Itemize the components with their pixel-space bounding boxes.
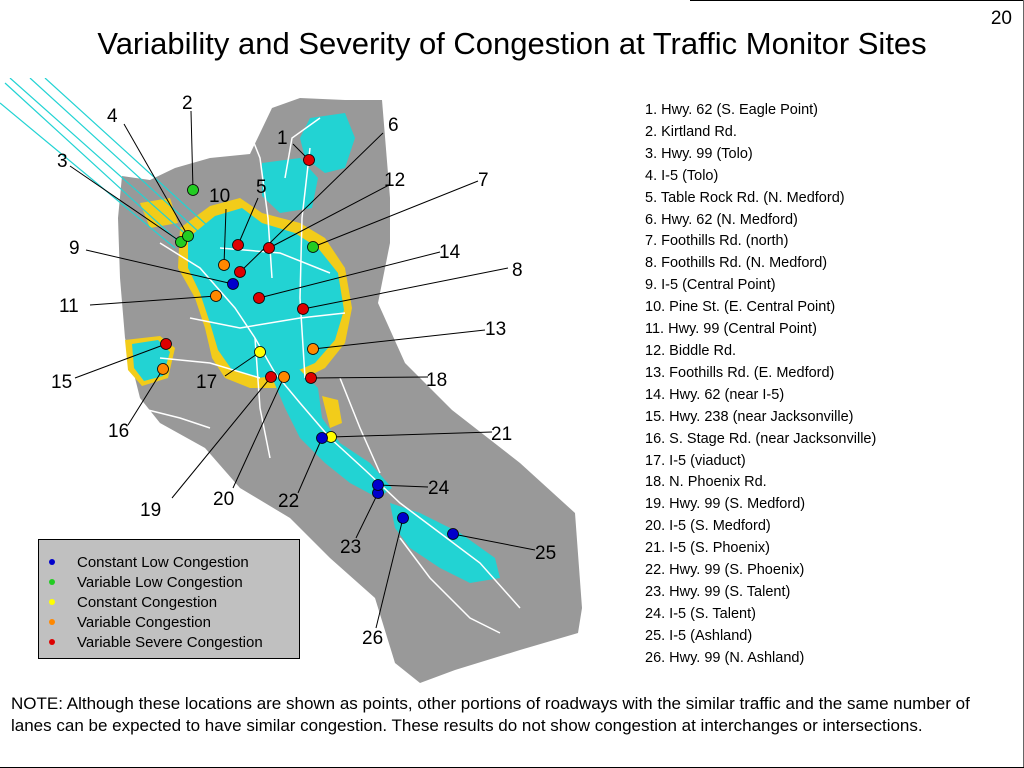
site-label-6: 6 [388,115,399,136]
site-label-19: 19 [140,500,162,521]
site-list-item: 8. Foothills Rd. (N. Medford) [645,255,828,272]
site-marker-19 [266,372,277,383]
site-marker-7 [308,242,319,253]
site-list-item: 16. S. Stage Rd. (near Jacksonville) [645,430,877,447]
slide-title: Variability and Severity of Congestion at Traffic Monitor Sites [97,26,927,61]
site-list-item: 17. I-5 (viaduct) [645,452,746,469]
site-list-item: 1. Hwy. 62 (S. Eagle Point) [645,102,819,118]
site-label-26: 26 [362,628,384,649]
site-label-9: 9 [69,238,80,259]
legend-dot-constant [49,599,55,605]
site-label-17: 17 [196,372,218,393]
site-list-item: 10. Pine St. (E. Central Point) [645,299,836,316]
site-marker-24 [373,480,384,491]
site-label-23: 23 [340,537,362,558]
site-marker-10 [219,260,230,271]
site-marker-26 [398,513,409,524]
site-list-item: 2. Kirtland Rd. [645,123,737,140]
site-marker-17 [255,347,266,358]
site-marker-6 [235,267,246,278]
site-list-item: 9. I-5 (Central Point) [645,277,776,294]
site-label-24: 24 [428,478,450,499]
legend-dot-variable-low [49,579,55,585]
legend-label: Variable Severe Congestion [77,633,263,651]
site-label-21: 21 [491,424,513,445]
site-marker-5 [233,240,244,251]
legend-item-variable-low [45,572,299,592]
site-marker-14 [254,293,265,304]
top-rule [690,0,1024,1]
site-list-item: 13. Foothills Rd. (E. Medford) [645,364,835,381]
site-list-item: 21. I-5 (S. Phoenix) [645,540,770,557]
site-list-item: 11. Hwy. 99 (Central Point) [645,321,817,338]
legend-label: Variable Low Congestion [77,573,243,591]
site-list-item: 5. Table Rock Rd. (N. Medford) [645,189,845,206]
site-list [645,100,876,670]
site-list-item: 15. Hwy. 238 (near Jacksonville) [645,408,854,425]
site-label-15: 15 [51,372,73,393]
site-list-item: 18. N. Phoenix Rd. [645,474,767,491]
site-marker-20 [279,372,290,383]
legend-label: Variable Congestion [77,613,211,631]
site-list-item: 6. Hwy. 62 (N. Medford) [645,211,798,228]
site-list-item: 7. Foothills Rd. (north) [645,233,789,250]
site-label-20: 20 [213,489,235,510]
site-marker-22 [317,433,328,444]
site-label-5: 5 [256,177,267,198]
site-label-13: 13 [485,319,507,340]
site-marker-13 [308,344,319,355]
map-legend [38,539,300,659]
legend-label: Constant Low Congestion [77,553,249,571]
legend-dot-variable [49,619,55,625]
site-label-11: 11 [59,296,79,317]
site-marker-8 [298,304,309,315]
site-label-2: 2 [182,93,193,114]
site-marker-12 [264,243,275,254]
site-list-item: 14. Hwy. 62 (near I-5) [645,386,785,403]
legend-item-constant [45,592,299,612]
site-marker-18 [306,373,317,384]
site-label-18: 18 [426,370,448,391]
site-list-item: 24. I-5 (S. Talent) [645,605,756,622]
site-list-item: 25. I-5 (Ashland) [645,627,753,644]
slide-number: 20 [990,8,1012,29]
site-marker-11 [211,291,222,302]
footnote: NOTE: Although these locations are shown as points, other portions of roadways with the similar traffic and the same number of lanes can be expected to have similar congestion. These results do not show congestion at interchanges or intersections. [11,694,970,735]
site-list-item: 20. I-5 (S. Medford) [645,518,771,535]
legend-item-constant-low [45,552,299,572]
site-label-22: 22 [278,491,300,512]
site-marker-4 [183,231,194,242]
site-label-3: 3 [57,151,68,172]
site-label-10: 10 [209,186,231,207]
site-label-14: 14 [439,242,461,263]
site-label-25: 25 [535,543,557,564]
legend-item-variable [45,612,299,632]
site-marker-25 [448,529,459,540]
site-label-7: 7 [478,170,489,191]
site-list-item: 12. Biddle Rd. [645,342,737,359]
site-list-item: 3. Hwy. 99 (Tolo) [645,145,753,162]
site-label-16: 16 [108,421,130,442]
site-list-item: 19. Hwy. 99 (S. Medford) [645,496,806,513]
site-label-1: 1 [277,128,288,149]
site-marker-1 [304,155,315,166]
site-label-12: 12 [384,170,406,191]
site-list-item: 26. Hwy. 99 (N. Ashland) [645,649,805,666]
site-list-item: 22. Hwy. 99 (S. Phoenix) [645,562,805,579]
site-marker-9 [228,279,239,290]
legend-dot-variable-severe [49,639,55,645]
site-list-item: 23. Hwy. 99 (S. Talent) [645,583,791,600]
site-label-4: 4 [107,106,118,127]
legend-label: Constant Congestion [77,593,218,611]
site-marker-2 [188,185,199,196]
legend-item-variable-severe [45,632,299,652]
legend-dot-constant-low [49,559,55,565]
site-marker-16 [158,364,169,375]
site-label-8: 8 [512,260,523,281]
site-list-item: 4. I-5 (Tolo) [645,167,719,184]
site-marker-15 [161,339,172,350]
